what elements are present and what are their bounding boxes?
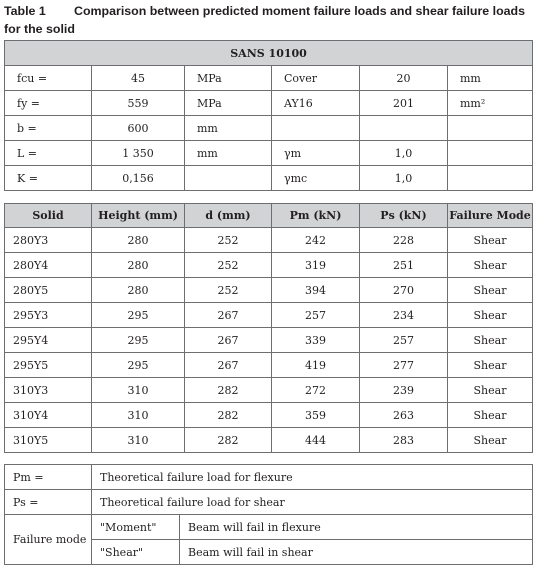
table-cell: 419 xyxy=(272,353,360,378)
table-cell: 319 xyxy=(272,253,360,278)
table-cell: 310 xyxy=(92,378,185,403)
parameters-header: SANS 10100 xyxy=(5,41,533,66)
legend-value: Theoretical failure load for flexure xyxy=(92,465,533,490)
table-row xyxy=(5,253,533,278)
table-cell: Shear xyxy=(448,428,533,453)
table-cell: 234 xyxy=(360,303,448,328)
parameter-cell xyxy=(185,166,272,191)
table-cell: 310Y5 xyxy=(5,428,92,453)
parameter-cell: 45 xyxy=(92,66,185,91)
parameters-table xyxy=(4,40,533,191)
parameter-cell: 600 xyxy=(92,116,185,141)
column-header: Solid xyxy=(5,204,92,228)
parameter-cell: fy = xyxy=(5,91,92,116)
parameter-cell: mm² xyxy=(448,91,533,116)
table-cell: 277 xyxy=(360,353,448,378)
parameter-cell: 1 350 xyxy=(92,141,185,166)
table-cell: 251 xyxy=(360,253,448,278)
legend-table xyxy=(4,464,533,565)
table-cell: 272 xyxy=(272,378,360,403)
table-cell: 359 xyxy=(272,403,360,428)
table-cell: 267 xyxy=(185,353,272,378)
table-row xyxy=(5,328,533,353)
table-cell: 310 xyxy=(92,403,185,428)
parameter-cell: mm xyxy=(185,116,272,141)
parameter-cell: fcu = xyxy=(5,66,92,91)
parameter-cell: γm xyxy=(272,141,360,166)
parameter-row xyxy=(5,166,533,191)
table-cell: 257 xyxy=(360,328,448,353)
results-header-row xyxy=(5,204,533,228)
table-cell: Shear xyxy=(448,228,533,253)
parameter-cell: 1,0 xyxy=(360,141,448,166)
table-cell: 267 xyxy=(185,303,272,328)
legend-subkey: "Moment" xyxy=(92,515,180,540)
legend-row xyxy=(5,465,533,490)
legend-value: Beam will fail in shear xyxy=(180,540,533,565)
table-cell: 282 xyxy=(185,403,272,428)
table-row xyxy=(5,428,533,453)
table-cell: Shear xyxy=(448,378,533,403)
parameter-cell xyxy=(448,116,533,141)
table-row xyxy=(5,303,533,328)
parameter-cell: b = xyxy=(5,116,92,141)
table-cell: 228 xyxy=(360,228,448,253)
legend-value: Beam will fail in flexure xyxy=(180,515,533,540)
legend-value: Theoretical failure load for shear xyxy=(92,490,533,515)
table-cell: 282 xyxy=(185,428,272,453)
legend-key: Failure mode xyxy=(5,515,92,565)
column-header: d (mm) xyxy=(185,204,272,228)
table-cell: 394 xyxy=(272,278,360,303)
table-row xyxy=(5,403,533,428)
legend-row xyxy=(5,515,533,540)
table-cell: 252 xyxy=(185,253,272,278)
table-cell: Shear xyxy=(448,403,533,428)
column-header: Failure Mode xyxy=(448,204,533,228)
table-row xyxy=(5,228,533,253)
parameter-cell: MPa xyxy=(185,91,272,116)
legend-row xyxy=(5,490,533,515)
table-cell: 252 xyxy=(185,278,272,303)
parameter-cell: 20 xyxy=(360,66,448,91)
legend-subkey: "Shear" xyxy=(92,540,180,565)
parameter-cell xyxy=(272,116,360,141)
table-row xyxy=(5,378,533,403)
parameter-row xyxy=(5,141,533,166)
table-cell: 280Y4 xyxy=(5,253,92,278)
table-cell: 283 xyxy=(360,428,448,453)
column-header: Pm (kN) xyxy=(272,204,360,228)
table-cell: 310 xyxy=(92,428,185,453)
parameter-row xyxy=(5,116,533,141)
table-cell: 242 xyxy=(272,228,360,253)
table-cell: 295 xyxy=(92,303,185,328)
table-row xyxy=(5,353,533,378)
table-cell: Shear xyxy=(448,328,533,353)
column-header: Ps (kN) xyxy=(360,204,448,228)
table-cell: 280Y5 xyxy=(5,278,92,303)
legend-key: Pm = xyxy=(5,465,92,490)
parameter-cell: K = xyxy=(5,166,92,191)
table-cell: Shear xyxy=(448,253,533,278)
parameter-cell xyxy=(448,141,533,166)
table-cell: 257 xyxy=(272,303,360,328)
parameter-cell: Cover xyxy=(272,66,360,91)
table-cell: 280Y3 xyxy=(5,228,92,253)
table-cell: Shear xyxy=(448,278,533,303)
parameter-cell: AY16 xyxy=(272,91,360,116)
table-cell: 295Y3 xyxy=(5,303,92,328)
parameter-cell: 1,0 xyxy=(360,166,448,191)
parameters-body xyxy=(5,66,533,191)
column-header: Height (mm) xyxy=(92,204,185,228)
legend-key: Ps = xyxy=(5,490,92,515)
table-cell: 310Y4 xyxy=(5,403,92,428)
parameter-cell: 559 xyxy=(92,91,185,116)
table-cell: 267 xyxy=(185,328,272,353)
results-body xyxy=(5,228,533,453)
table-cell: 270 xyxy=(360,278,448,303)
table-cell: 280 xyxy=(92,253,185,278)
table-cell: 282 xyxy=(185,378,272,403)
parameter-cell: mm xyxy=(448,66,533,91)
table-cell: 280 xyxy=(92,278,185,303)
parameter-cell: mm xyxy=(185,141,272,166)
parameter-cell: γmc xyxy=(272,166,360,191)
parameter-row xyxy=(5,91,533,116)
table-cell: 295 xyxy=(92,328,185,353)
parameter-cell xyxy=(448,166,533,191)
parameter-cell: 201 xyxy=(360,91,448,116)
table-cell: 263 xyxy=(360,403,448,428)
caption-line-1: Comparison between predicted moment failure loads and shear failure loads for the solid xyxy=(4,4,525,36)
table-cell: 444 xyxy=(272,428,360,453)
table-cell: Shear xyxy=(448,303,533,328)
table-cell: 239 xyxy=(360,378,448,403)
table-number: Table 1 xyxy=(4,4,46,18)
table-cell: 280 xyxy=(92,228,185,253)
table-row xyxy=(5,278,533,303)
results-table xyxy=(4,203,533,453)
parameter-cell: 0,156 xyxy=(92,166,185,191)
table-cell: 310Y3 xyxy=(5,378,92,403)
table-cell: 339 xyxy=(272,328,360,353)
parameter-cell: L = xyxy=(5,141,92,166)
table-cell: 252 xyxy=(185,228,272,253)
table-cell: 295Y4 xyxy=(5,328,92,353)
parameter-cell xyxy=(360,116,448,141)
table-cell: 295 xyxy=(92,353,185,378)
table-cell: 295Y5 xyxy=(5,353,92,378)
table-cell: Shear xyxy=(448,353,533,378)
parameter-cell: MPa xyxy=(185,66,272,91)
parameter-row xyxy=(5,66,533,91)
